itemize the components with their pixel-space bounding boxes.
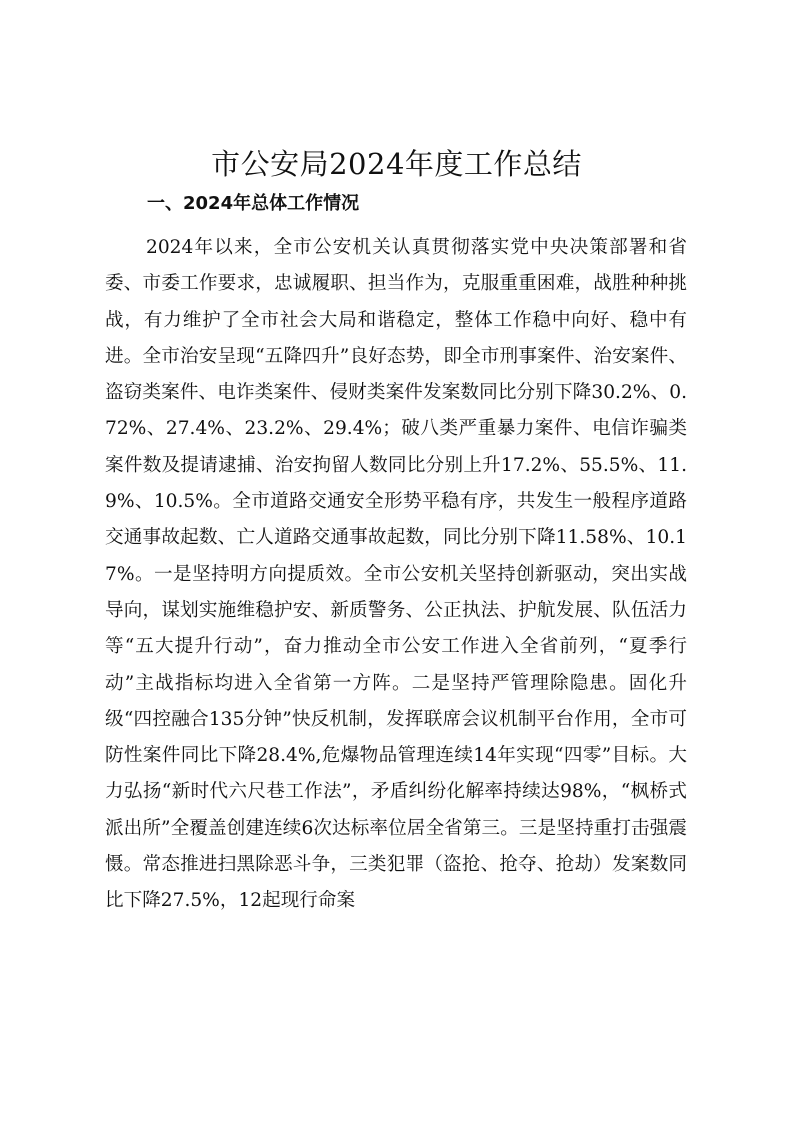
body-paragraph: 2024年以来，全市公安机关认真贯彻落实党中央决策部署和省委、市委工作要求，忠诚履职、担当作为，克服重重困难，战胜种种挑战，有力维护了全市社会大局和谐稳定，整体工作稳中向好、稳中有进。全市治安呈现“五降四升”良好态势，即全市刑事案件、治安案件、盗窃类案件、电诈类案件、侵财类案件发案数同比分别下降30.2%、0.72%、27.4%、23.2%、29.4%；破八类严重暴力案件、电信诈骗类案件数及提请逮捕、治安拘留人数同比分别上升17.2%、55.5%、11.9%、10.5%。全市道路交通安全形势平稳有序，共发生一般程序道路交通事故起数、亡人道路交通事故起数，同比分别下降11.58%、10.17%。一是坚持明方向提质效。全市公安机关坚持创新驱动，突出实战导向，谋划实施维稳护安、新质警务、公正执法、护航发展、队伍活力等“五大提升行动”，奋力推动全市公安工作进入全省前列，“夏季行动”主战指标均进入全省第一方阵。二是坚持严管理除隐患。固化升级“四控融合135分钟”快反机制，发挥联席会议机制平台作用，全市可防性案件同比下降28.4%,危爆物品管理连续14年实现“四零”目标。大力弘扬“新时代六尺巷工作法”，矛盾纠纷化解率持续达98%，“枫桥式派出所”全覆盖创建连续6次达标率位居全省第三。三是坚持重打击强震慑。常态推进扫黑除恶斗争，三类犯罪（盗抢、抢夺、抢劫）发案数同比下降27.5%，12起现行命案 [105,237,687,912]
section-heading: 一、2024年总体工作情况 [147,193,360,214]
document-title: 市公安局2024年度工作总结 [211,147,582,181]
